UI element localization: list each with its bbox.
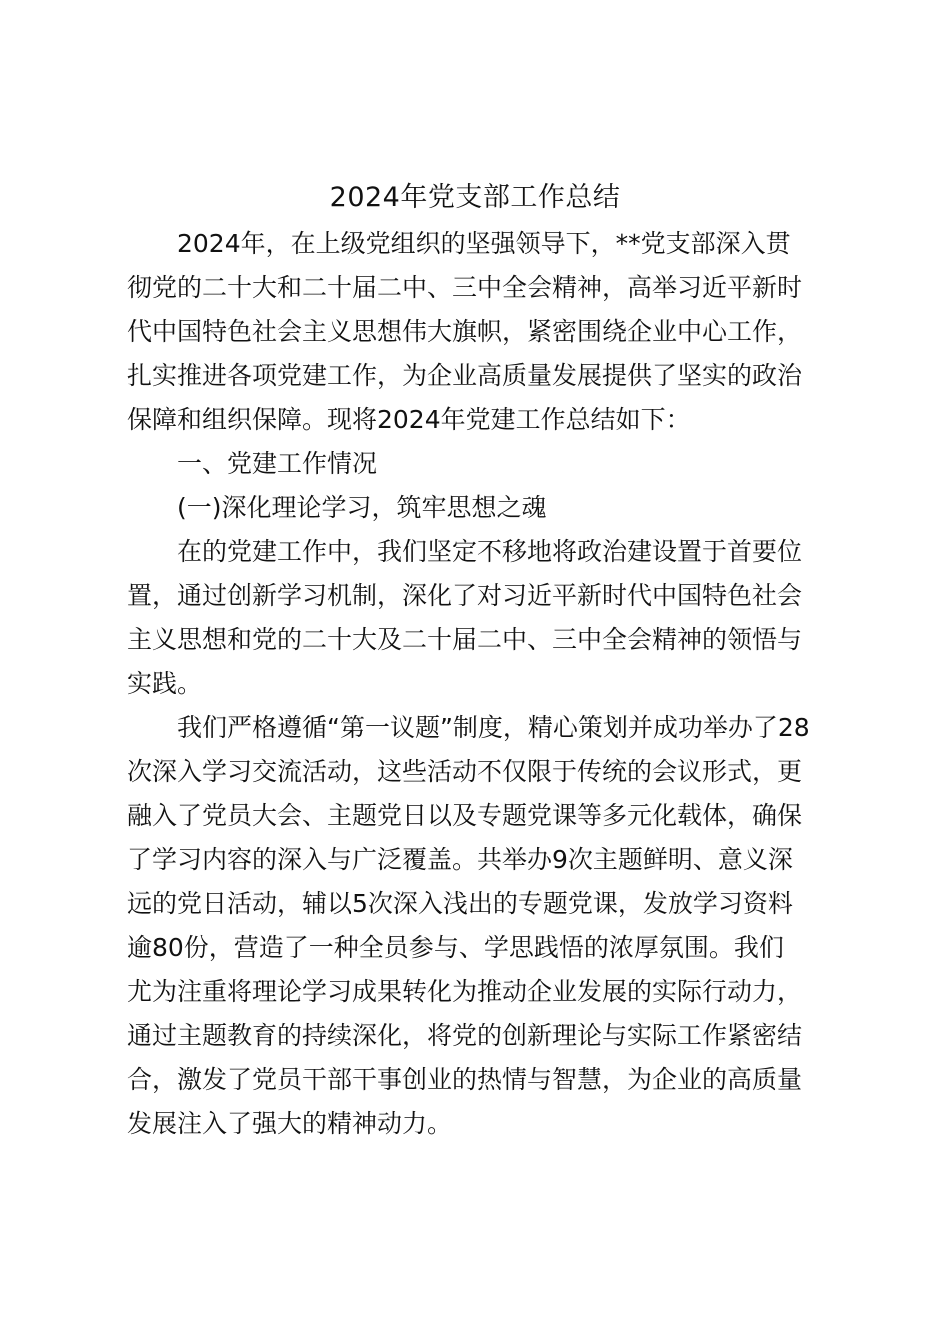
body-line: 在的党建工作中，我们坚定不移地将政治建设置于首要位 [177, 537, 803, 566]
document-body [127, 222, 829, 1146]
body-line: 保障和组织保障。现将2024年党建工作总结如下： [127, 405, 691, 434]
body-line: 次深入学习交流活动，这些活动不仅限于传统的会议形式，更 [127, 757, 803, 786]
body-line: 合，激发了党员干部干事创业的热情与智慧，为企业的高质量 [127, 1065, 803, 1094]
body-line: 代中国特色社会主义思想伟大旗帜，紧密围绕企业中心工作， [127, 317, 803, 346]
body-line: 主义思想和党的二十大及二十届二中、三中全会精神的领悟与 [127, 625, 803, 654]
body-line: 融入了党员大会、主题党日以及专题党课等多元化载体，确保 [127, 801, 803, 830]
body-line: 逾80份，营造了一种全员参与、学思践悟的浓厚氛围。我们 [127, 933, 784, 962]
body-line: 2024年，在上级党组织的坚强领导下，**党支部深入贯 [177, 229, 791, 258]
body-line: 通过主题教育的持续深化，将党的创新理论与实际工作紧密结 [127, 1021, 803, 1050]
body-line: 扎实推进各项党建工作，为企业高质量发展提供了坚实的政治 [127, 361, 803, 390]
body-line: 一、党建工作情况 [177, 449, 378, 478]
body-line: 置，通过创新学习机制，深化了对习近平新时代中国特色社会 [127, 581, 803, 610]
body-line: 我们严格遵循“第一议题”制度，精心策划并成功举办了28 [177, 713, 810, 742]
document-title: 2024年党支部工作总结 [329, 182, 621, 213]
body-line: 发展注入了强大的精神动力。 [127, 1109, 453, 1138]
body-line: 尤为注重将理论学习成果转化为推动企业发展的实际行动力， [127, 977, 803, 1006]
body-line: 了学习内容的深入与广泛覆盖。共举办9次主题鲜明、意义深 [127, 845, 793, 874]
body-line: 彻党的二十大和二十届二中、三中全会精神，高举习近平新时 [127, 273, 803, 302]
body-line: 远的党日活动，辅以5次深入浅出的专题党课，发放学习资料 [127, 889, 793, 918]
body-line: (一)深化理论学习，筑牢思想之魂 [177, 493, 547, 522]
body-line: 实践。 [127, 669, 203, 698]
